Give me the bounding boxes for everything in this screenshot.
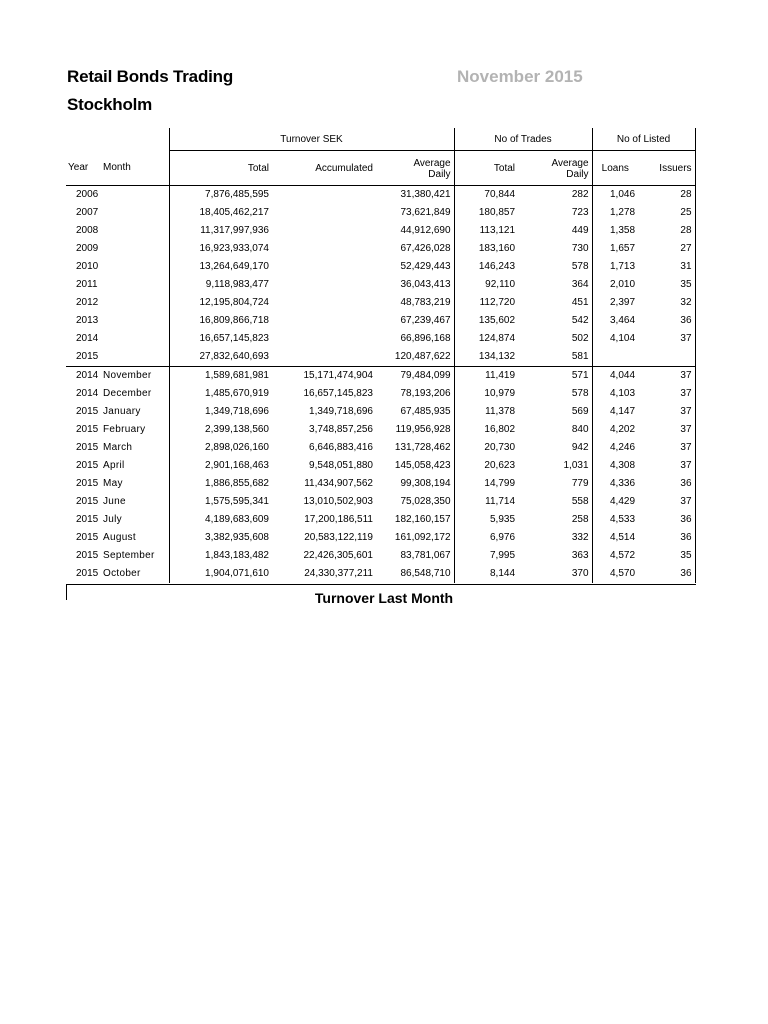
table-row xyxy=(66,403,695,421)
row-loans: 4,246 xyxy=(610,442,636,453)
row-trades-average: 363 xyxy=(518,547,592,565)
row-loans: 4,044 xyxy=(592,367,638,386)
row-issuers: 37 xyxy=(638,493,695,511)
row-trades-total: 16,802 xyxy=(484,424,516,435)
table-row xyxy=(66,204,695,222)
col-average-daily-line2: Daily xyxy=(428,169,451,180)
row-total: 1,886,855,682 xyxy=(169,475,272,493)
row-trades-average: 558 xyxy=(518,493,592,511)
row-total: 9,118,983,477 xyxy=(169,276,272,294)
row-loans: 4,570 xyxy=(610,568,636,579)
row-year: 2014 xyxy=(76,333,99,344)
row-year: 2015 xyxy=(76,568,99,579)
row-trades-total: 20,730 xyxy=(484,442,516,453)
row-total: 4,189,683,609 xyxy=(169,511,272,529)
col-trades-average-line2: Daily xyxy=(566,169,589,180)
row-trades-average: 370 xyxy=(518,565,592,583)
bonds-table xyxy=(66,128,696,583)
row-loans: 2,010 xyxy=(610,279,636,290)
row-month xyxy=(103,240,169,258)
row-accumulated: 22,426,305,601 xyxy=(303,550,373,561)
row-accumulated xyxy=(272,258,376,276)
col-issuers: Issuers xyxy=(638,151,695,186)
group-no-of-trades: No of Trades xyxy=(454,128,592,151)
col-average-daily xyxy=(376,151,454,186)
row-month: April xyxy=(103,460,125,471)
table-row xyxy=(66,258,695,276)
row-average-daily: 99,308,194 xyxy=(376,475,454,493)
row-accumulated xyxy=(272,222,376,240)
row-total: 12,195,804,724 xyxy=(169,294,272,312)
row-average-daily: 86,548,710 xyxy=(376,565,454,583)
row-trades-total: 180,857 xyxy=(478,207,516,218)
row-average-daily: 145,058,423 xyxy=(376,457,454,475)
row-trades-average: 571 xyxy=(518,367,592,386)
row-average-daily: 31,380,421 xyxy=(376,186,454,205)
row-total: 16,923,933,074 xyxy=(169,240,272,258)
row-average-daily: 67,485,935 xyxy=(376,403,454,421)
row-year: 2015 xyxy=(76,460,99,471)
row-total: 1,843,183,482 xyxy=(169,547,272,565)
row-year: 2015 xyxy=(76,550,99,561)
table-row xyxy=(66,511,695,529)
row-loans xyxy=(592,348,638,367)
table-row xyxy=(66,240,695,258)
row-issuers: 32 xyxy=(638,294,695,312)
row-accumulated xyxy=(272,204,376,222)
row-year: 2015 xyxy=(76,514,99,525)
row-month xyxy=(103,276,169,294)
row-average-daily: 83,781,067 xyxy=(376,547,454,565)
row-month: March xyxy=(103,442,133,453)
row-trades-total: 8,144 xyxy=(489,568,516,579)
row-accumulated: 3,748,857,256 xyxy=(309,424,373,435)
row-loans: 4,104 xyxy=(610,333,636,344)
row-accumulated xyxy=(272,186,376,205)
row-trades-average: 1,031 xyxy=(518,457,592,475)
row-average-daily: 78,193,206 xyxy=(376,385,454,403)
row-month: May xyxy=(103,478,123,489)
row-year: 2015 xyxy=(76,406,99,417)
row-loans: 1,657 xyxy=(610,243,636,254)
row-loans: 4,533 xyxy=(610,514,636,525)
header-spacer xyxy=(66,128,169,151)
row-total: 16,809,866,718 xyxy=(169,312,272,330)
table-row xyxy=(66,367,695,386)
row-average-daily: 73,621,849 xyxy=(376,204,454,222)
row-total: 7,876,485,595 xyxy=(169,186,272,205)
col-trades-average-daily xyxy=(518,151,592,186)
row-accumulated: 17,200,186,511 xyxy=(304,514,373,525)
row-total: 27,832,640,693 xyxy=(169,348,272,367)
row-year: 2012 xyxy=(76,297,99,308)
table-row xyxy=(66,493,695,511)
row-average-daily: 52,429,443 xyxy=(376,258,454,276)
row-loans: 4,429 xyxy=(610,496,636,507)
row-trades-total: 146,243 xyxy=(478,261,516,272)
table-row xyxy=(66,348,695,367)
row-month xyxy=(103,294,169,312)
row-accumulated: 15,171,474,904 xyxy=(272,367,376,386)
row-trades-total: 92,110 xyxy=(485,279,516,290)
row-issuers: 28 xyxy=(638,222,695,240)
row-loans: 4,103 xyxy=(610,388,636,399)
row-trades-total: 70,844 xyxy=(484,189,516,200)
group-no-of-listed: No of Listed xyxy=(592,128,695,151)
row-accumulated: 24,330,377,211 xyxy=(304,568,373,579)
row-accumulated xyxy=(272,312,376,330)
row-average-daily: 67,239,467 xyxy=(376,312,454,330)
table-row xyxy=(66,529,695,547)
row-issuers: 37 xyxy=(638,457,695,475)
col-year: Year xyxy=(66,151,103,186)
row-average-daily: 182,160,157 xyxy=(376,511,454,529)
row-month xyxy=(103,330,169,348)
row-loans: 4,514 xyxy=(610,532,636,543)
row-year: 2015 xyxy=(76,424,99,435)
row-month: January xyxy=(103,406,141,417)
group-turnover-sek: Turnover SEK xyxy=(169,128,454,151)
row-issuers: 36 xyxy=(638,529,695,547)
row-year: 2008 xyxy=(76,225,99,236)
row-trades-average: 282 xyxy=(518,186,592,205)
row-loans: 4,308 xyxy=(610,460,636,471)
row-trades-average: 502 xyxy=(518,330,592,348)
row-accumulated xyxy=(272,276,376,294)
row-average-daily: 48,783,219 xyxy=(376,294,454,312)
row-average-daily: 79,484,099 xyxy=(376,367,454,386)
row-month xyxy=(103,258,169,276)
row-year: 2014 xyxy=(66,367,103,386)
row-issuers: 25 xyxy=(638,204,695,222)
row-loans: 1,713 xyxy=(610,261,636,272)
table-row xyxy=(66,475,695,493)
row-trades-average: 364 xyxy=(518,276,592,294)
row-issuers: 36 xyxy=(638,475,695,493)
row-loans: 3,464 xyxy=(610,315,636,326)
row-accumulated: 13,010,502,903 xyxy=(303,496,373,507)
row-accumulated: 6,646,883,416 xyxy=(309,442,373,453)
row-total: 18,405,462,217 xyxy=(169,204,272,222)
row-issuers: 37 xyxy=(638,330,695,348)
row-trades-total: 14,799 xyxy=(484,478,516,489)
row-year: 2015 xyxy=(76,478,99,489)
report-subtitle: Stockholm xyxy=(67,95,153,114)
row-month: February xyxy=(103,424,146,435)
row-accumulated xyxy=(272,348,376,367)
row-total: 1,485,670,919 xyxy=(169,385,272,403)
report-title: Retail Bonds Trading xyxy=(67,67,234,86)
table-row xyxy=(66,222,695,240)
row-trades-average: 449 xyxy=(518,222,592,240)
row-accumulated: 1,349,718,696 xyxy=(309,406,373,417)
monthly-rows xyxy=(66,367,695,584)
row-month: September xyxy=(103,550,155,561)
table-row xyxy=(66,276,695,294)
row-month xyxy=(103,222,169,240)
row-average-daily: 119,956,928 xyxy=(376,421,454,439)
row-year: 2011 xyxy=(76,279,98,290)
row-trades-average: 779 xyxy=(518,475,592,493)
row-issuers: 37 xyxy=(638,421,695,439)
row-trades-average: 542 xyxy=(518,312,592,330)
row-year: 2010 xyxy=(76,261,99,272)
row-trades-total: 20,623 xyxy=(484,460,516,471)
row-trades-total: 11,419 xyxy=(454,367,518,386)
row-trades-total: 10,979 xyxy=(484,388,516,399)
row-month xyxy=(103,312,169,330)
row-trades-average: 569 xyxy=(518,403,592,421)
col-month: Month xyxy=(103,151,169,186)
row-issuers: 36 xyxy=(638,565,695,583)
row-month xyxy=(103,186,169,205)
row-average-daily: 131,728,462 xyxy=(376,439,454,457)
row-trades-average: 578 xyxy=(518,258,592,276)
row-average-daily: 67,426,028 xyxy=(376,240,454,258)
row-average-daily: 36,043,413 xyxy=(376,276,454,294)
col-trades-average-line1: Average xyxy=(551,158,589,169)
row-issuers: 37 xyxy=(638,439,695,457)
annual-rows xyxy=(66,186,695,367)
row-total: 2,901,168,463 xyxy=(169,457,272,475)
row-trades-total: 11,378 xyxy=(485,406,516,417)
row-year: 2014 xyxy=(76,388,99,399)
row-trades-total: 183,160 xyxy=(478,243,516,254)
row-month: July xyxy=(103,514,122,525)
row-total: 1,575,595,341 xyxy=(169,493,272,511)
row-accumulated: 16,657,145,823 xyxy=(303,388,373,399)
row-accumulated xyxy=(272,330,376,348)
row-total: 1,349,718,696 xyxy=(169,403,272,421)
row-trades-total: 135,602 xyxy=(478,315,516,326)
page-cut-line xyxy=(66,584,696,585)
table-row xyxy=(66,186,695,205)
row-average-daily: 161,092,172 xyxy=(376,529,454,547)
row-trades-total: 11,714 xyxy=(485,496,516,507)
row-issuers: 37 xyxy=(638,367,695,386)
col-accumulated: Accumulated xyxy=(272,151,376,186)
row-average-daily: 120,487,622 xyxy=(376,348,454,367)
table-row xyxy=(66,565,695,583)
row-issuers: 28 xyxy=(638,186,695,205)
row-month xyxy=(103,204,169,222)
report-period: November 2015 xyxy=(457,67,583,86)
row-trades-total: 113,121 xyxy=(479,225,516,236)
row-year: 2006 xyxy=(76,189,99,200)
row-trades-average: 730 xyxy=(518,240,592,258)
row-total: 2,399,138,560 xyxy=(169,421,272,439)
row-total: 1,589,681,981 xyxy=(169,367,272,386)
row-accumulated: 11,434,907,562 xyxy=(304,478,373,489)
row-trades-average: 723 xyxy=(518,204,592,222)
row-month: November xyxy=(103,367,169,386)
row-total: 2,898,026,160 xyxy=(169,439,272,457)
row-trades-average: 451 xyxy=(518,294,592,312)
row-total: 1,904,071,610 xyxy=(169,565,272,583)
row-accumulated xyxy=(272,240,376,258)
row-total: 13,264,649,170 xyxy=(169,258,272,276)
table-row xyxy=(66,294,695,312)
row-month: October xyxy=(103,568,141,579)
row-trades-average: 578 xyxy=(518,385,592,403)
row-total: 16,657,145,823 xyxy=(169,330,272,348)
row-month: June xyxy=(103,496,126,507)
row-year: 2013 xyxy=(76,315,99,326)
bonds-table-region xyxy=(66,128,696,584)
row-loans: 4,336 xyxy=(610,478,636,489)
row-issuers: 35 xyxy=(638,547,695,565)
row-trades-average: 840 xyxy=(518,421,592,439)
col-loans: Loans xyxy=(592,151,638,186)
row-average-daily: 44,912,690 xyxy=(376,222,454,240)
row-accumulated xyxy=(272,294,376,312)
row-loans: 4,147 xyxy=(610,406,636,417)
row-total: 11,317,997,936 xyxy=(169,222,272,240)
row-loans: 1,046 xyxy=(610,189,636,200)
row-trades-average: 581 xyxy=(518,348,592,367)
row-total: 3,382,935,608 xyxy=(169,529,272,547)
row-month xyxy=(103,348,169,367)
row-trades-total: 124,874 xyxy=(478,333,516,344)
table-row xyxy=(66,312,695,330)
row-loans: 1,358 xyxy=(610,225,636,236)
row-issuers: 37 xyxy=(638,403,695,421)
row-trades-average: 942 xyxy=(518,439,592,457)
row-month: August xyxy=(103,532,136,543)
row-issuers: 35 xyxy=(638,276,695,294)
row-loans: 2,397 xyxy=(610,297,636,308)
row-trades-average: 332 xyxy=(518,529,592,547)
row-issuers xyxy=(638,348,695,367)
table-row xyxy=(66,330,695,348)
row-year: 2015 xyxy=(76,442,99,453)
row-trades-total: 134,132 xyxy=(478,351,516,362)
table-row xyxy=(66,439,695,457)
row-year: 2015 xyxy=(76,532,99,543)
row-average-daily: 75,028,350 xyxy=(376,493,454,511)
table-header xyxy=(66,128,695,186)
row-loans: 4,572 xyxy=(610,550,636,561)
row-average-daily: 66,896,168 xyxy=(376,330,454,348)
table-row xyxy=(66,457,695,475)
col-total: Total xyxy=(169,151,272,186)
row-issuers: 37 xyxy=(638,385,695,403)
row-month: December xyxy=(103,388,152,399)
row-accumulated: 9,548,051,880 xyxy=(309,460,373,471)
row-year: 2009 xyxy=(76,243,99,254)
row-issuers: 36 xyxy=(638,511,695,529)
row-loans: 1,278 xyxy=(610,207,636,218)
row-trades-average: 258 xyxy=(518,511,592,529)
row-year: 2007 xyxy=(76,207,99,218)
row-year: 2015 xyxy=(76,351,99,362)
row-issuers: 31 xyxy=(638,258,695,276)
row-year: 2015 xyxy=(76,496,99,507)
row-issuers: 27 xyxy=(638,240,695,258)
row-trades-total: 7,995 xyxy=(489,550,516,561)
row-issuers: 36 xyxy=(638,312,695,330)
section-heading-turnover-last-month: Turnover Last Month xyxy=(314,590,454,604)
table-row xyxy=(66,547,695,565)
row-trades-total: 5,935 xyxy=(489,514,516,525)
row-trades-total: 6,976 xyxy=(489,532,516,543)
col-trades-total: Total xyxy=(454,151,518,186)
table-row xyxy=(66,385,695,403)
row-accumulated: 20,583,122,119 xyxy=(304,532,373,543)
col-average-daily-line1: Average xyxy=(413,158,451,169)
table-row xyxy=(66,421,695,439)
row-trades-total: 112,720 xyxy=(479,297,516,308)
row-loans: 4,202 xyxy=(610,424,636,435)
